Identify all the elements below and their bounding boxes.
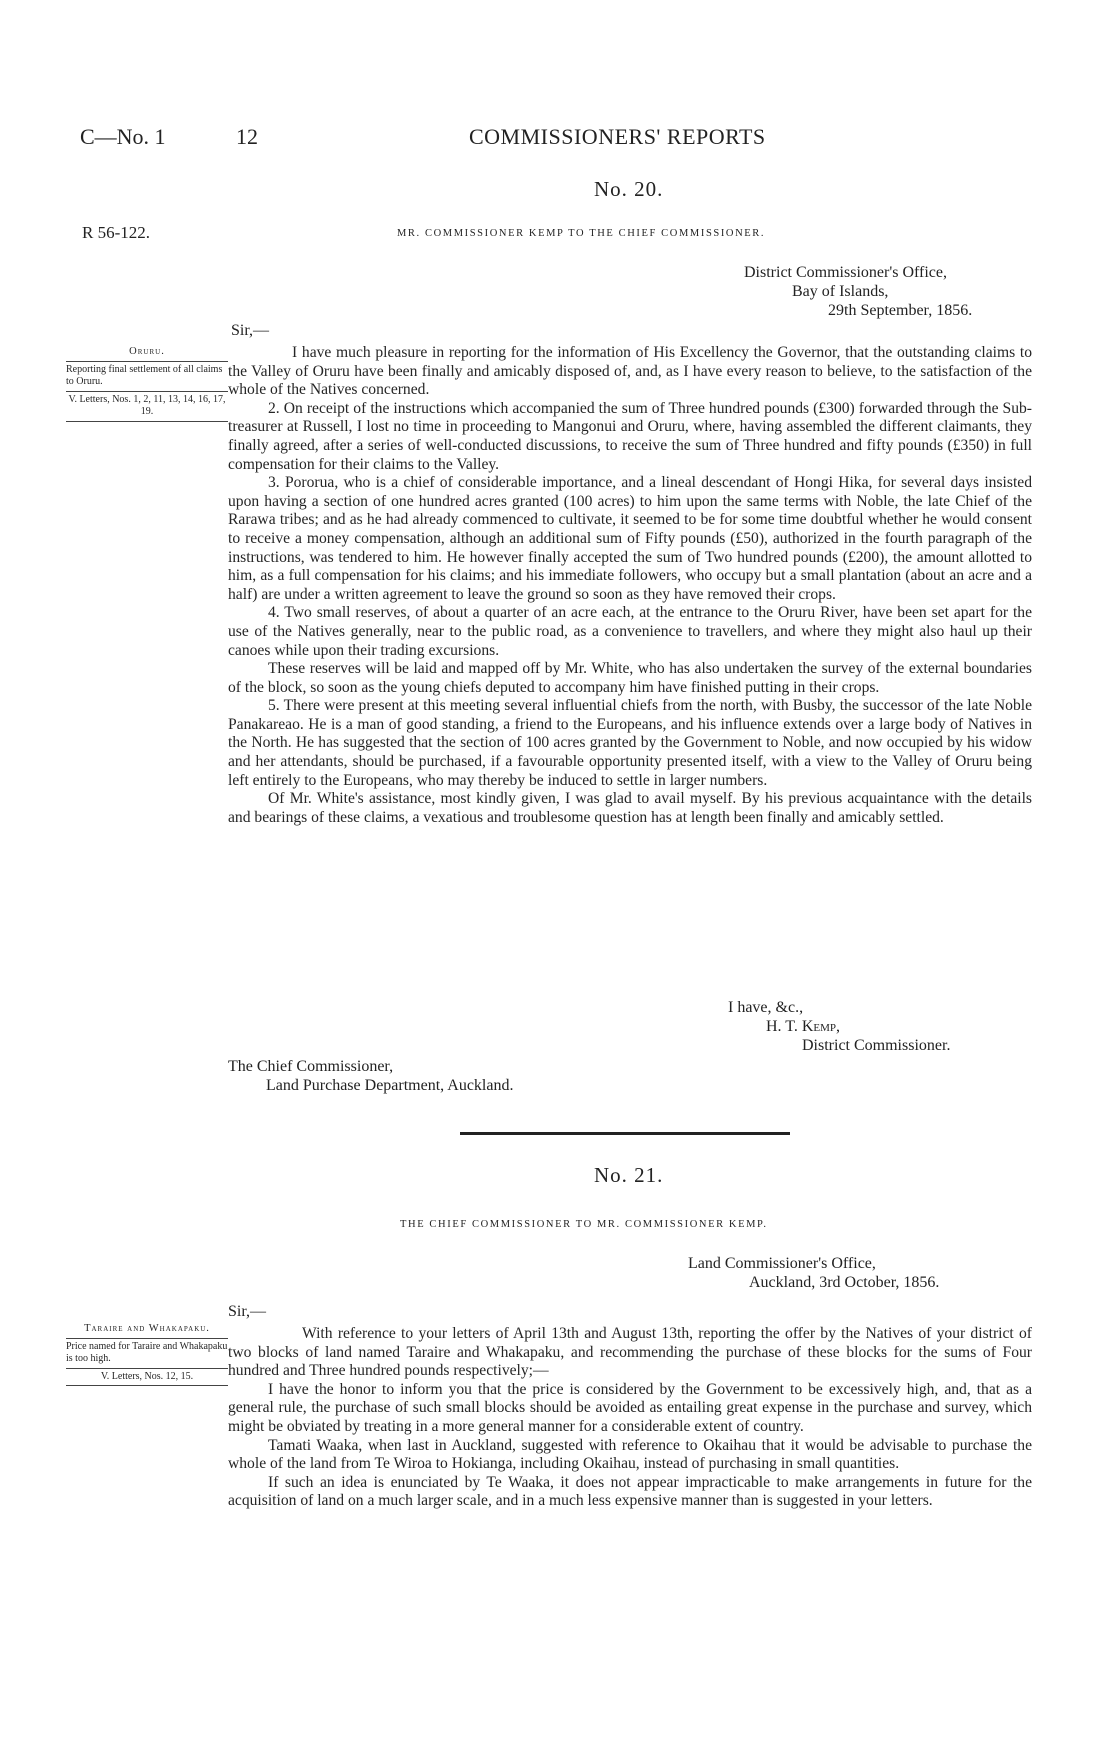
paragraph: 4. Two small reserves, of about a quarter of an acre each, at the entrance to the Oruru River, have been set apart for the use of the Natives generally, near to the public road, as a convenience to travellers, and where they might also haul up their canoes while upon their trading excursions. [228,604,1032,659]
signature-block-20 [728,998,950,1055]
addressee-20 [228,1057,513,1095]
margin-title: Taraire and Whakapaku. [84,1323,210,1334]
paragraph: These reserves will be laid and mapped off by Mr. White, who has also undertaken the survey of the external boundaries of the block, so soon as the young chiefs deputed to accompany him have finished putting in their crops. [228,660,1032,696]
closing-line: I have, &c., [728,999,804,1016]
letter-body-20 [228,344,1032,827]
paragraph: If such an idea is enunciated by Te Waaka, it does not appear impracticable to make arrangements in future for the acquisition of land on a much larger scale, and in a much less expensive manner than is suggested in your letters. [228,1473,1032,1510]
salutation-21: Sir,— [228,1303,267,1320]
paragraph: 3. Pororua, who is a chief of considerable importance, and a lineal descendant of Hongi Hika, for several days insisted upon having a section of one hundred acres granted (100 acres) to him upon the same terms with Noble, the late Chief of the Rarawa tribes; and as he had already commenced to cultivate, it seemed to be for some time doubtful whether he would consent to receive a money compensation, although an additional sum of Fifty pounds (£50), authorized in the fourth paragraph of the instructions, was tendered to him. He however finally accepted the sum of Two hundred pounds (£200), the amount allotted to him, as a full compensation for his claims; and his immediate followers, who occupy but a small plantation (about an acre and a half) are under a written agreement to leave the ground so soon as they have removed their crops. [228,474,1032,603]
address-line: 29th September, 1856. [828,302,973,319]
paragraph: 5. There were present at this meeting several influential chiefs from the north, with Busby, the successor of the late Noble Panakareao. He is a man of good standing, a friend to the Europeans, and his influence extends over a large body of Natives in the North. He has suggested that the section of 100 acres granted by the Government to Noble, and now occupied by his widow and her attendants, should be purchased, if a favourable opportunity presented itself, with a view to the Valley of Oruru being left entirely to the Europeans, who may thereby be induced to settle in larger numbers. [228,697,1032,789]
margin-rule [66,1338,228,1339]
section-separator [460,1132,790,1135]
margin-summary: Reporting final settlement of all claims to Oruru. [66,363,223,387]
document-number-21: No. 21. [594,1163,664,1187]
paragraph: With reference to your letters of April 13th and August 13th, reporting the offer by the Natives of your district of two blocks of land named Taraire and Whakapaku, and recommending the purchase of these blocks for the sums of Four hundred and Three hundred pounds respectively;— [228,1325,1032,1380]
letter-body-21 [228,1325,1032,1511]
paragraph: 2. On receipt of the instructions which accompanied the sum of Three hundred pounds (£300) forwarded through the Sub-treasurer at Russell, I lost no time in proceeding to Mangonui and Oruru, where, having assembled the different claimants, they finally agreed, after a series of well-conducted discussions, to receive the sum of Three hundred and fifty pounds (£350) in full compensation for their claims to the Valley. [228,399,1032,473]
signatory-title: District Commissioner. [802,1037,951,1054]
addressee-line: Land Purchase Department, Auckland. [266,1077,514,1094]
addressee-line: The Chief Commissioner, [228,1058,394,1075]
address-line: Auckland, 3rd October, 1856. [749,1274,940,1291]
margin-rule [66,1385,228,1386]
salutation-20: Sir,— [231,322,270,339]
margin-letters: V. Letters, Nos. 12, 15. [100,1370,194,1382]
letter-heading-20: MR. COMMISSIONER KEMP TO THE CHIEF COMMISSIONER. [397,228,766,239]
margin-letters: V. Letters, Nos. 1, 2, 11, 13, 14, 16, 17, 19. [68,393,226,417]
paragraph: Of Mr. White's assistance, most kindly given, I was glad to avail myself. By his previous acquaintance with the details and bearings of these claims, a vexatious and troublesome question has at length been finally and amicably settled. [228,790,1032,826]
margin-note-20 [66,346,228,424]
sender-address-20 [744,263,1044,320]
address-line: Bay of Islands, [792,283,889,300]
margin-rule [66,391,228,392]
running-header-title: COMMISSIONERS' REPORTS [469,124,766,149]
margin-rule [66,361,228,362]
paragraph: I have the honor to inform you that the price is considered by the Government to be excessively high, and, that as a general rule, the purchase of such small blocks should be avoided as entailing great expense in the purchase and survey, which might be obviated by treating in a more general manner for a considerable extent of country. [228,1380,1032,1435]
paragraph: I have much pleasure in reporting for the information of His Excellency the Governor, that the outstanding claims to the Valley of Oruru have been finally and amicably disposed of, and, as I have every reason to believe, to the satisfaction of the whole of the Natives concerned. [228,344,1032,399]
margin-rule [66,421,228,422]
signatory-name: H. T. Kemp, [766,1018,841,1035]
address-line: District Commissioner's Office, [744,264,948,281]
paragraph: Tamati Waaka, when last in Auckland, suggested with reference to Okaihau that it would be advisable to purchase the whole of the land from Te Wiroa to Hokianga, including Okaihau, instead of purchasing in small quantities. [228,1436,1032,1473]
margin-title: Oruru. [129,346,165,357]
page-number: 12 [236,124,258,149]
reference-code: R 56-122. [82,223,150,242]
margin-summary: Price named for Taraire and Whakapaku is too high. [66,1340,228,1364]
running-header-ref: C—No. 1 [80,124,166,149]
margin-rule [66,1368,228,1369]
document-number-20: No. 20. [594,177,664,201]
address-line: Land Commissioner's Office, [688,1255,876,1272]
margin-note-21 [66,1323,228,1388]
sender-address-21 [688,1254,1028,1292]
letter-heading-21: THE CHIEF COMMISSIONER TO MR. COMMISSIONER KEMP. [400,1219,768,1230]
